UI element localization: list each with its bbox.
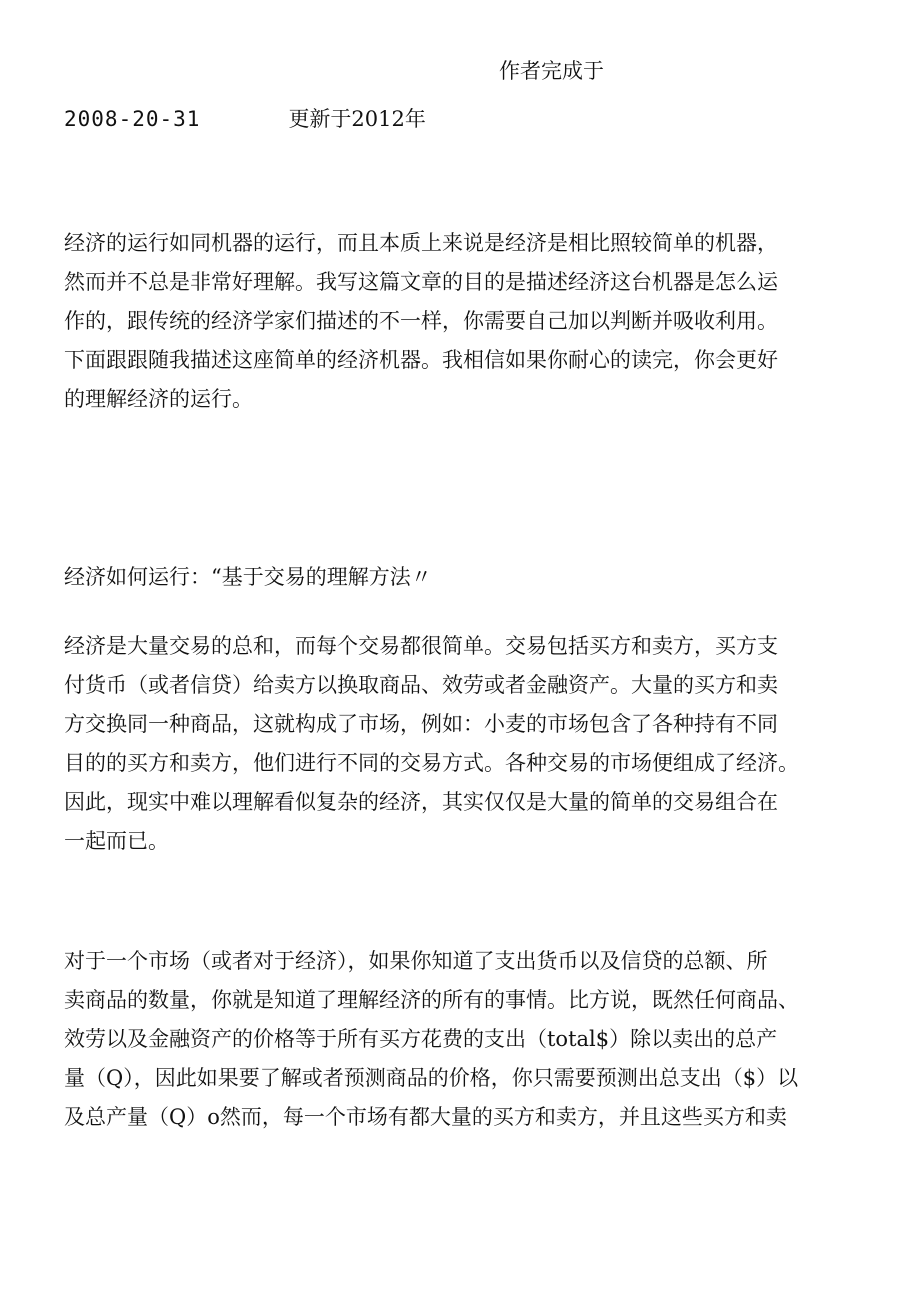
- updated-year: 更新于2012年: [288, 107, 426, 131]
- paragraph-line: 效劳以及金融资产的价格等于所有买方花费的支出（total$）除以卖出的总产: [64, 1027, 778, 1051]
- paragraph-line: 经济的运行如同机器的运行，而且本质上来说是经济是相比照较简单的机器，: [64, 231, 778, 255]
- paragraph-line: 对于一个市场（或者对于经济），如果你知道了支出货币以及信贷的总额、所: [64, 949, 768, 973]
- paragraph-line: 的理解经济的运行。: [64, 387, 253, 411]
- paragraph-line: 作的，跟传统的经济学家们描述的不一样，你需要自己加以判断并吸收利用。: [64, 309, 778, 333]
- completion-date: 2008-20-31: [64, 107, 201, 131]
- paragraph-line: 目的的买方和卖方，他们进行不同的交易方式。各种交易的市场便组成了经济。: [64, 751, 799, 775]
- paragraph-line: 一起而已。: [64, 829, 169, 853]
- date-line: [64, 104, 426, 134]
- section-heading: 经济如何运行：“基于交易的理解方法〃: [64, 565, 432, 589]
- paragraph-line: 下面跟跟随我描述这座简单的经济机器。我相信如果你耐心的读完，你会更好: [64, 348, 778, 372]
- paragraph-line: 因此，现实中难以理解看似复杂的经济，其实仅仅是大量的简单的交易组合在: [64, 790, 778, 814]
- market-paragraph: [64, 942, 799, 1137]
- paragraph-line: 及总产量（Q）o然而，每一个市场有都大量的买方和卖方，并且这些买方和卖: [64, 1105, 787, 1129]
- transactions-paragraph: [64, 627, 799, 861]
- paragraph-line: 方交换同一种商品，这就构成了市场，例如：小麦的市场包含了各种持有不同: [64, 712, 778, 736]
- paragraph-line: 然而并不总是非常好理解。我写这篇文章的目的是描述经济这台机器是怎么运: [64, 270, 778, 294]
- paragraph-line: 卖商品的数量，你就是知道了理解经济的所有的事情。比方说，既然任何商品、: [64, 988, 799, 1012]
- paragraph-line: 付货币（或者信贷）给卖方以换取商品、效劳或者金融资产。大量的买方和卖: [64, 673, 778, 697]
- paragraph-line: 量（Q），因此如果要了解或者预测商品的价格，你只需要预测出总支出（$）以: [64, 1066, 799, 1090]
- author-completed-label: 作者完成于: [499, 59, 604, 83]
- paragraph-line: 经济是大量交易的总和，而每个交易都很简单。交易包括买方和卖方，买方支: [64, 634, 778, 658]
- intro-paragraph: [64, 224, 778, 419]
